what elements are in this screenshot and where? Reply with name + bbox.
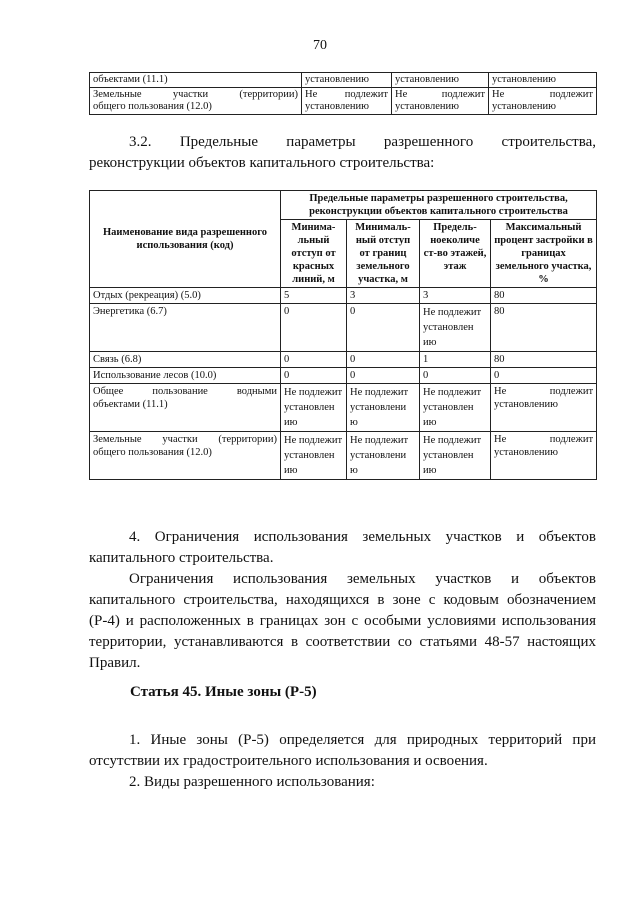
table-cell: 80 <box>491 288 597 304</box>
column-header: Максимальный процент застройки в границах земельного участка, % <box>491 220 597 288</box>
table-cell: 0 <box>420 368 491 384</box>
cell-line: общего пользования (12.0) <box>93 447 212 458</box>
table-cell: 0 <box>491 368 597 384</box>
table-cell: 0 <box>347 368 420 384</box>
table-cell: 0 <box>347 352 420 368</box>
cell-line: Не подлежит <box>305 89 388 100</box>
table-cell: 0 <box>281 368 347 384</box>
cell-line: Земельные участки (территории) <box>93 434 277 445</box>
table-cell <box>491 432 597 480</box>
table-cell: Связь (6.8) <box>90 352 281 368</box>
cell-line: установлению <box>492 101 556 112</box>
article-45-paragraph-1: 1. Иные зоны (Р-5) определяется для природных территорий при отсутствии их градостроительного использования и освоения. <box>89 732 596 769</box>
table-cell: Не подлежит установлен ию <box>281 384 347 432</box>
table-row <box>90 352 597 368</box>
table-cell: Не подлежит установлен ию <box>420 384 491 432</box>
continuation-table <box>89 72 597 115</box>
table-cell: 0 <box>281 352 347 368</box>
table-cell: Отдых (рекреация) (5.0) <box>90 288 281 304</box>
table-cell: 1 <box>420 352 491 368</box>
table-row <box>90 88 597 115</box>
cell-line: Земельные участки (территории) <box>93 89 298 100</box>
table-header-row <box>90 191 597 220</box>
table-cell: Не подлежит установлени ю <box>347 432 420 480</box>
table-cell <box>489 88 597 115</box>
table-cell: установлению <box>392 73 489 88</box>
cell-line: установлению <box>494 399 558 410</box>
table-cell: 0 <box>281 304 347 352</box>
cell-line: Общее пользование водными <box>93 386 277 397</box>
table-cell: объектами (11.1) <box>90 73 302 88</box>
heading-word: параметры <box>286 134 356 150</box>
table-row <box>90 432 597 480</box>
table-cell: установлению <box>302 73 392 88</box>
cell-line: Не подлежит <box>494 434 594 445</box>
cell-line: установлению <box>395 101 459 112</box>
table-row <box>90 304 597 352</box>
table-cell: Не подлежит установлен ию <box>281 432 347 480</box>
table-row <box>90 288 597 304</box>
column-header: Минима-льный отступ от красных линий, м <box>281 220 347 288</box>
table-cell <box>90 384 281 432</box>
heading-word: строительства, <box>501 134 596 150</box>
table-cell <box>302 88 392 115</box>
section-4-paragraph-1: 4. Ограничения использования земельных участков и объектов капитального строительства. <box>89 529 596 566</box>
column-header-group: Предельные параметры разрешенного строительства, реконструкции объектов капитального строительства <box>281 191 597 220</box>
table-cell: Не подлежит установлен ию <box>420 432 491 480</box>
cell-line: общего пользования (12.0) <box>93 101 212 112</box>
parameters-table <box>89 190 597 480</box>
table-row <box>90 368 597 384</box>
column-header: Предель-ноеколиче ст-во этажей, этаж <box>420 220 491 288</box>
table-cell: Не подлежит установлени ю <box>347 384 420 432</box>
article-45-title: Статья 45. Иные зоны (Р-5) <box>130 684 317 700</box>
cell-line: установлению <box>305 101 369 112</box>
column-header-name: Наименование вида разрешенного использования (код) <box>90 191 281 288</box>
cell-line: Не подлежит <box>492 89 593 100</box>
heading-line: реконструкции объектов капитального строительства: <box>89 155 435 171</box>
cell-line: Не подлежит <box>494 386 594 397</box>
column-header: Минималь-ный отступ от границ земельного участка, м <box>347 220 420 288</box>
table-row <box>90 384 597 432</box>
table-cell <box>90 432 281 480</box>
table-cell <box>491 384 597 432</box>
table-cell: 0 <box>347 304 420 352</box>
page-number: 70 <box>313 38 327 53</box>
section-4-paragraph-2: Ограничения использования земельных участков и объектов капитального строительства, находящихся в зоне с кодовым обозначением (Р-4) и расположенных в границах зон с особыми условиями использования территории, устанавливаются в соответствии со статьями 48-57 настоящих Правил. <box>89 571 596 671</box>
article-45-paragraph-2: 2. Виды разрешенного использования: <box>129 774 375 790</box>
table-cell: 5 <box>281 288 347 304</box>
section-number: 3.2. <box>129 134 152 150</box>
cell-line: установлению <box>494 447 558 458</box>
table-row <box>90 73 597 88</box>
table-cell: 80 <box>491 304 597 352</box>
heading-word: Предельные <box>179 134 258 150</box>
table-cell <box>392 88 489 115</box>
table-cell: 3 <box>347 288 420 304</box>
table-cell: Не подлежит установлен ию <box>420 304 491 352</box>
table-cell: 80 <box>491 352 597 368</box>
table-cell: Энергетика (6.7) <box>90 304 281 352</box>
table-cell <box>90 88 302 115</box>
table-cell: Использование лесов (10.0) <box>90 368 281 384</box>
section-3-2-heading <box>89 132 596 174</box>
table-cell: установлению <box>489 73 597 88</box>
cell-line: Не подлежит <box>395 89 485 100</box>
heading-word: разрешенного <box>383 134 474 150</box>
table-cell: 3 <box>420 288 491 304</box>
cell-line: объектами (11.1) <box>93 399 168 410</box>
